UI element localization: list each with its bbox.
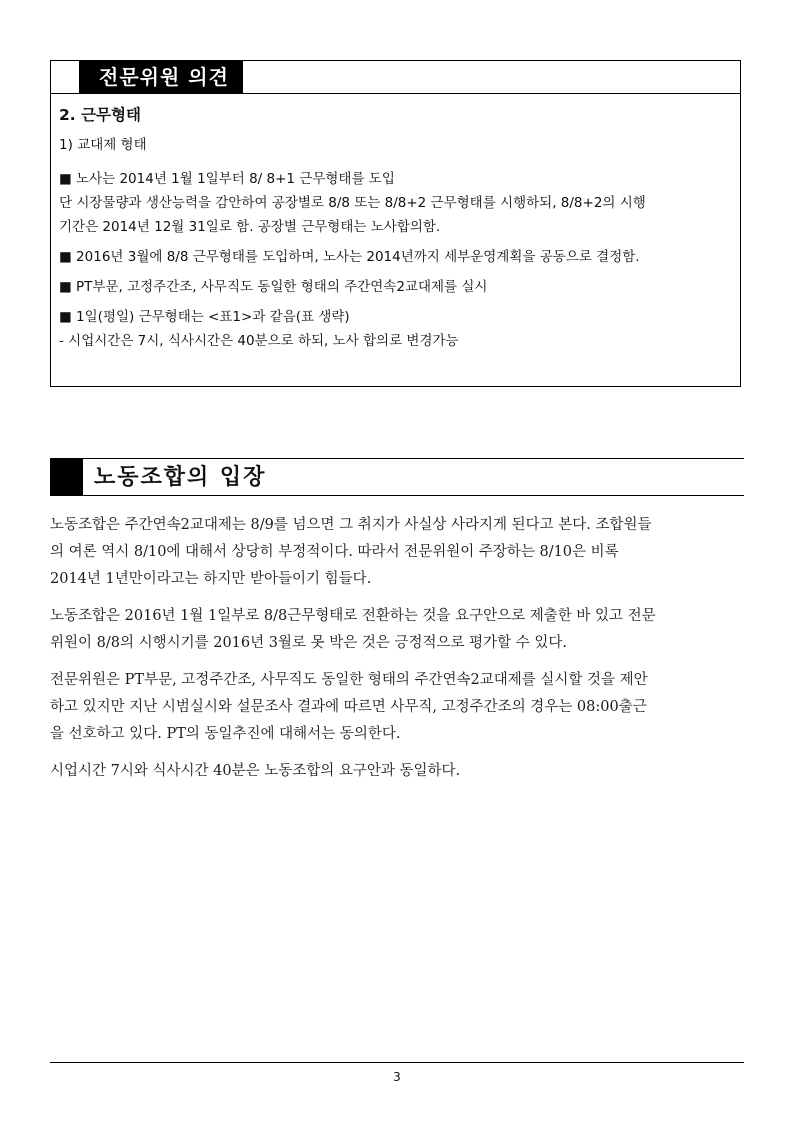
opinion-line: ■ 1일(평일) 근무형태는 <표1>과 같음(표 생략) — [59, 309, 350, 325]
opinion-paragraph — [59, 305, 732, 353]
union-line: 을 선호하고 있다. PT의 동일추진에 대해서는 동의한다. — [50, 726, 401, 742]
sub-heading: 1) 교대제 형태 — [59, 137, 147, 153]
page-number: 3 — [393, 1070, 401, 1084]
union-line: 의 여론 역시 8/10에 대해서 상당히 부정적이다. 따라서 전문위원이 주장하는 8/10은 비록 — [50, 544, 619, 560]
opinion-line: - 시업시간은 7시, 식사시간은 40분으로 하되, 노사 합의로 변경가능 — [59, 333, 459, 349]
opinion-paragraph — [59, 245, 732, 269]
union-paragraph — [50, 512, 747, 593]
union-line: 전문위원은 PT부문, 고정주간조, 사무직도 동일한 형태의 주간연속2교대제를 실시할 것을 제안 — [50, 672, 648, 688]
opinion-line: 기간은 2014년 12월 31일로 함. 공장별 근무형태는 노사합의함. — [59, 219, 441, 235]
opinion-body — [59, 105, 732, 359]
footer-rule — [50, 1062, 744, 1063]
union-paragraph — [50, 603, 747, 657]
union-line: 시업시간 7시와 식사시간 40분은 노동조합의 요구안과 동일하다. — [50, 763, 461, 779]
union-body — [50, 512, 747, 795]
opinion-title: 전문위원 의견 — [93, 61, 243, 94]
opinion-line: ■ 2016년 3월에 8/8 근무형태를 도입하며, 노사는 2014년까지 세부운영계획을 공동으로 결정함. — [59, 249, 640, 265]
union-header-marker — [50, 459, 83, 495]
union-line: 노동조합은 주간연속2교대제는 8/9를 넘으면 그 취지가 사실상 사라지게 된다고 본다. 조합원들 — [50, 517, 652, 533]
opinion-line: ■ 노사는 2014년 1월 1일부터 8/ 8+1 근무형태를 도입 — [59, 171, 395, 187]
union-line: 하고 있지만 지난 시범실시와 설문조사 결과에 따르면 사무직, 고정주간조의 경우는 08:00출근 — [50, 699, 647, 715]
opinion-paragraph — [59, 275, 732, 299]
union-line: 노동조합은 2016년 1월 1일부로 8/8근무형태로 전환하는 것을 요구안으로 제출한 바 있고 전문 — [50, 608, 656, 624]
opinion-paragraph — [59, 167, 732, 239]
union-paragraph — [50, 667, 747, 748]
opinion-title-marker — [79, 61, 93, 94]
union-line: 2014년 1년만이라고는 하지만 받아들이기 힘들다. — [50, 571, 372, 587]
opinion-line: 단 시장물량과 생산능력을 감안하여 공장별로 8/8 또는 8/8+2 근무형태를 시행하되, 8/8+2의 시행 — [59, 195, 646, 211]
union-paragraph — [50, 758, 747, 785]
expert-opinion-box — [50, 60, 741, 387]
section-heading: 2. 근무형태 — [59, 106, 141, 124]
union-line: 위원이 8/8의 시행시기를 2016년 3월로 못 박은 것은 긍정적으로 평가할 수 있다. — [50, 635, 567, 651]
union-title: 노동조합의 입장 — [94, 465, 267, 490]
opinion-line: ■ PT부문, 고정주간조, 사무직도 동일한 형태의 주간연속2교대제를 실시 — [59, 279, 488, 295]
union-position-header — [50, 458, 744, 496]
